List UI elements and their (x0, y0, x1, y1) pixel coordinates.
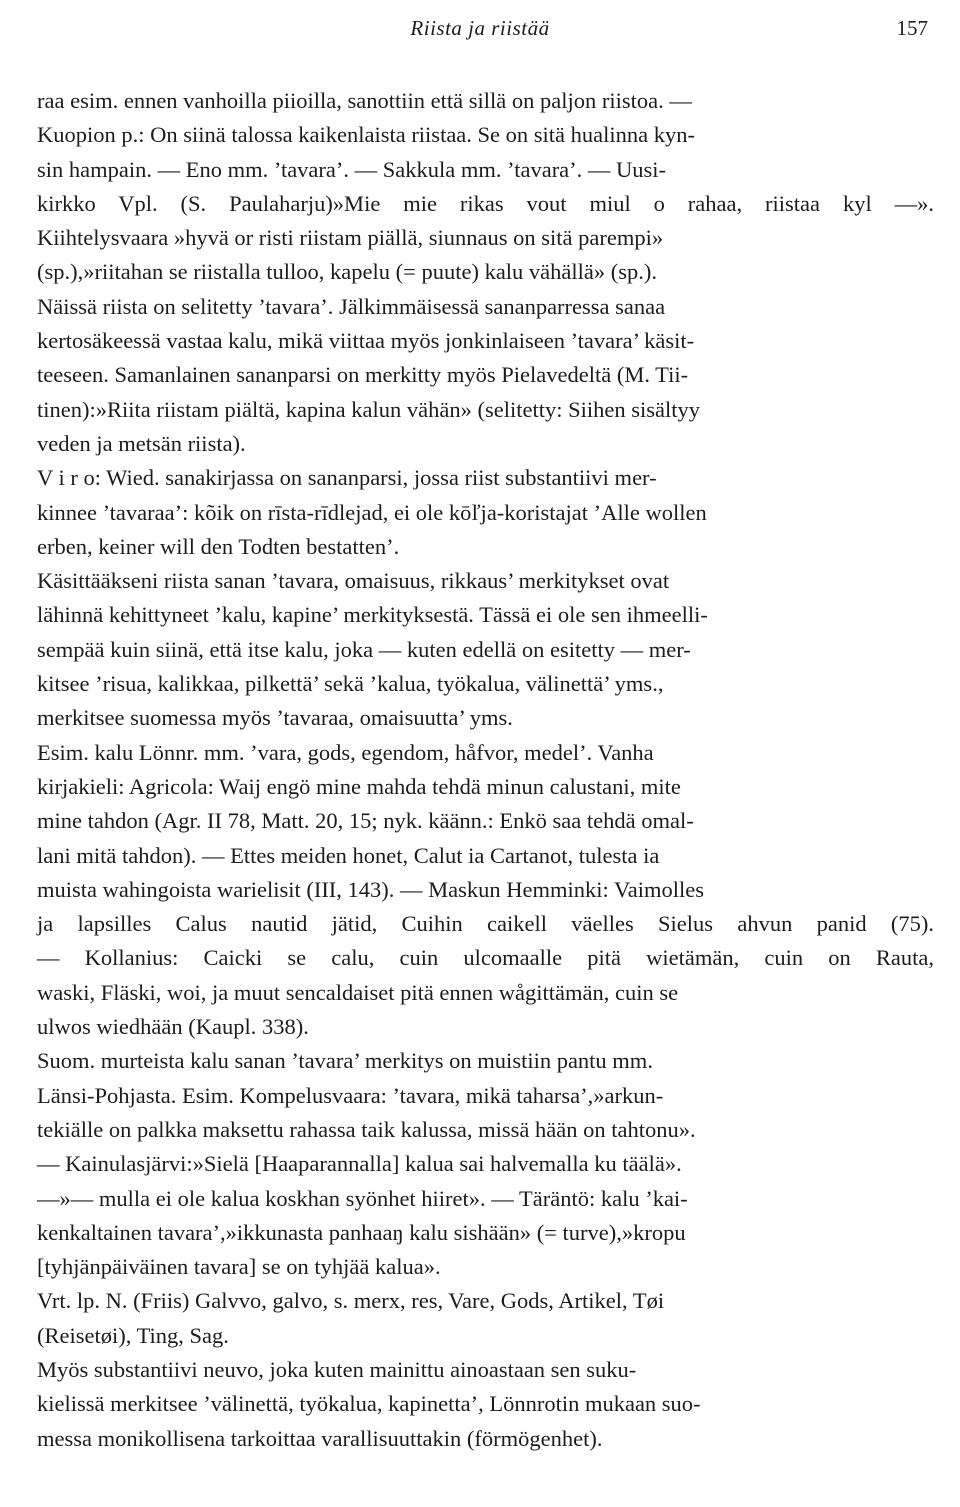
text-line: Käsittääkseni riista sanan ’tavara, omaisuus, rikkaus’ merkitykset ovat (37, 568, 670, 594)
text-line: muista wahingoista warielisit (III, 143). — Maskun Hemminki: Vaimolles (37, 876, 704, 902)
paragraph-riista-sayings (37, 84, 934, 461)
page-number: 157 (896, 16, 928, 40)
text-line: tekiälle on palkka maksettu rahassa taik kalussa, missä hään on tahtonu». (37, 1116, 696, 1142)
text-line: kertosäkeessä vastaa kalu, mikä viittaa myös jonkinlaiseen ’tavara’ käsit- (37, 328, 695, 354)
text-line: veden ja metsän riista). (37, 430, 246, 456)
text-line: ulwos wiedhään (Kaupl. 338). (37, 1014, 309, 1040)
paragraph-dialects (37, 1044, 934, 1284)
text-line: sempää kuin siinä, että itse kalu, joka — kuten edellä on esitetty — mer- (37, 636, 691, 662)
text-line: lani mitä tahdon). — Ettes meiden honet, Calut ia Cartanot, tulesta ia (37, 842, 660, 868)
text-line: Vrt. lp. N. (Friis) Galvvo, galvo, s. merx, res, Vare, Gods, Artikel, Tøi (37, 1288, 665, 1314)
text-line: teeseen. Samanlainen sananparsi on merkitty myös Pielavedeltä (M. Tii- (37, 362, 689, 388)
text-line: Suom. murteista kalu sanan ’tavara’ merkitys on muistiin pantu mm. (37, 1048, 653, 1074)
text-line: kitsee ’risua, kalikkaa, pilkettä’ sekä ’kalua, työkalua, välinettä’ yms., (37, 671, 664, 697)
paragraph-interpretation (37, 564, 934, 735)
text-line: erben, keiner will den Todten bestatten’. (37, 533, 400, 559)
paragraph-neuvo (37, 1353, 934, 1456)
text-line: — Kainulasjärvi:»Sielä [Haaparannalla] kalua sai halvemalla ku täälä». (37, 1151, 682, 1177)
text-line: lähinnä kehittyneet ’kalu, kapine’ merkityksestä. Tässä ei ole sen ihmeelli- (37, 602, 708, 628)
text-line: merkitsee suomessa myös ’tavaraa, omaisuutta’ yms. (37, 705, 513, 731)
text-line: Kuopion p.: On siinä talossa kaikenlaista riistaa. Se on sitä hualinna kyn- (37, 122, 696, 148)
text-line: V i r o: Wied. sanakirjassa on sananparsi, jossa riist substantiivi mer- (37, 465, 657, 491)
text-line: (sp.),»riitahan se riistalla tulloo, kapelu (= puute) kalu vähällä» (sp.). (37, 259, 658, 285)
text-line: sin hampain. — Eno mm. ’tavara’. — Sakkula mm. ’tavara’. — Uusi- (37, 156, 667, 182)
text-line: tinen):»Riita riistam piältä, kapina kalun vähän» (selitetty: Siihen sisältyy (37, 396, 700, 422)
paragraph-viro (37, 461, 934, 564)
text-line: raa esim. ennen vanhoilla piioilla, sanottiin että sillä on paljon riistoa. — (37, 88, 692, 113)
paragraph-lapp-comparison (37, 1284, 934, 1353)
text-line: kenkaltainen tavara’,»ikkunasta panhaaŋ kalu sishään» (= turve),»kropu (37, 1219, 686, 1245)
text-line: Esim. kalu Lönnr. mm. ’vara, gods, egendom, håfvor, medel’. Vanha (37, 739, 654, 765)
text-line: Kiihtelysvaara »hyvä or risti riistam piällä, siunnaus on sitä parempi» (37, 225, 664, 251)
running-title: Riista ja riistää (410, 16, 550, 40)
text-line: Näissä riista on selitetty ’tavara’. Jälkimmäisessä sananparressa sanaa (37, 293, 666, 319)
text-line: — Kollanius: Caicki se calu, cuin ulcomaalle pitä wietämän, cuin on Rauta, (37, 945, 934, 971)
text-line: mine tahdon (Agr. II 78, Matt. 20, 15; nyk. käänn.: Enkö saa tehdä omal- (37, 808, 694, 834)
text-line: messa monikollisena tarkoittaa varallisuuttakin (förmögenhet). (37, 1425, 603, 1451)
text-line: kirjakieli: Agricola: Waij engö mine mahda tehdä minun calustani, mite (37, 773, 681, 799)
text-line: —»— mulla ei ole kalua koskhan syönhet hiiret». — Täräntö: kalu ’kai- (37, 1185, 688, 1211)
paragraph-kalu-examples (37, 736, 934, 1045)
text-line: kinnee ’tavaraa’: kõik on rīsta-rīdlejad, ei ole kōľja-koristajat ’Alle wollen (37, 499, 707, 525)
text-line: (Reisetøi), Ting, Sag. (37, 1322, 229, 1348)
text-line: [tyhjänpäiväinen tavara] se on tyhjää kalua». (37, 1254, 441, 1280)
text-line: Myös substantiivi neuvo, joka kuten mainittu ainoastaan sen suku- (37, 1356, 637, 1382)
text-line: kielissä merkitsee ’välinettä, työkalua, kapinetta’, Lönnrotin mukaan suo- (37, 1391, 701, 1417)
text-line: ja lapsilles Calus nautid jätid, Cuihin caikell väelles Sielus ahvun panid (75). (37, 911, 934, 937)
text-line: Länsi-Pohjasta. Esim. Kompelusvaara: ’tavara, mikä taharsa’,»arkun- (37, 1082, 664, 1108)
body-text (37, 84, 934, 1456)
text-line: waski, Fläski, woi, ja muut sencaldaiset pitä ennen wågittämän, cuin se (37, 979, 679, 1005)
text-line: kirkko Vpl. (S. Paulaharju)»Mie mie rikas vout miul o rahaa, riistaa kyl —». (37, 190, 934, 216)
